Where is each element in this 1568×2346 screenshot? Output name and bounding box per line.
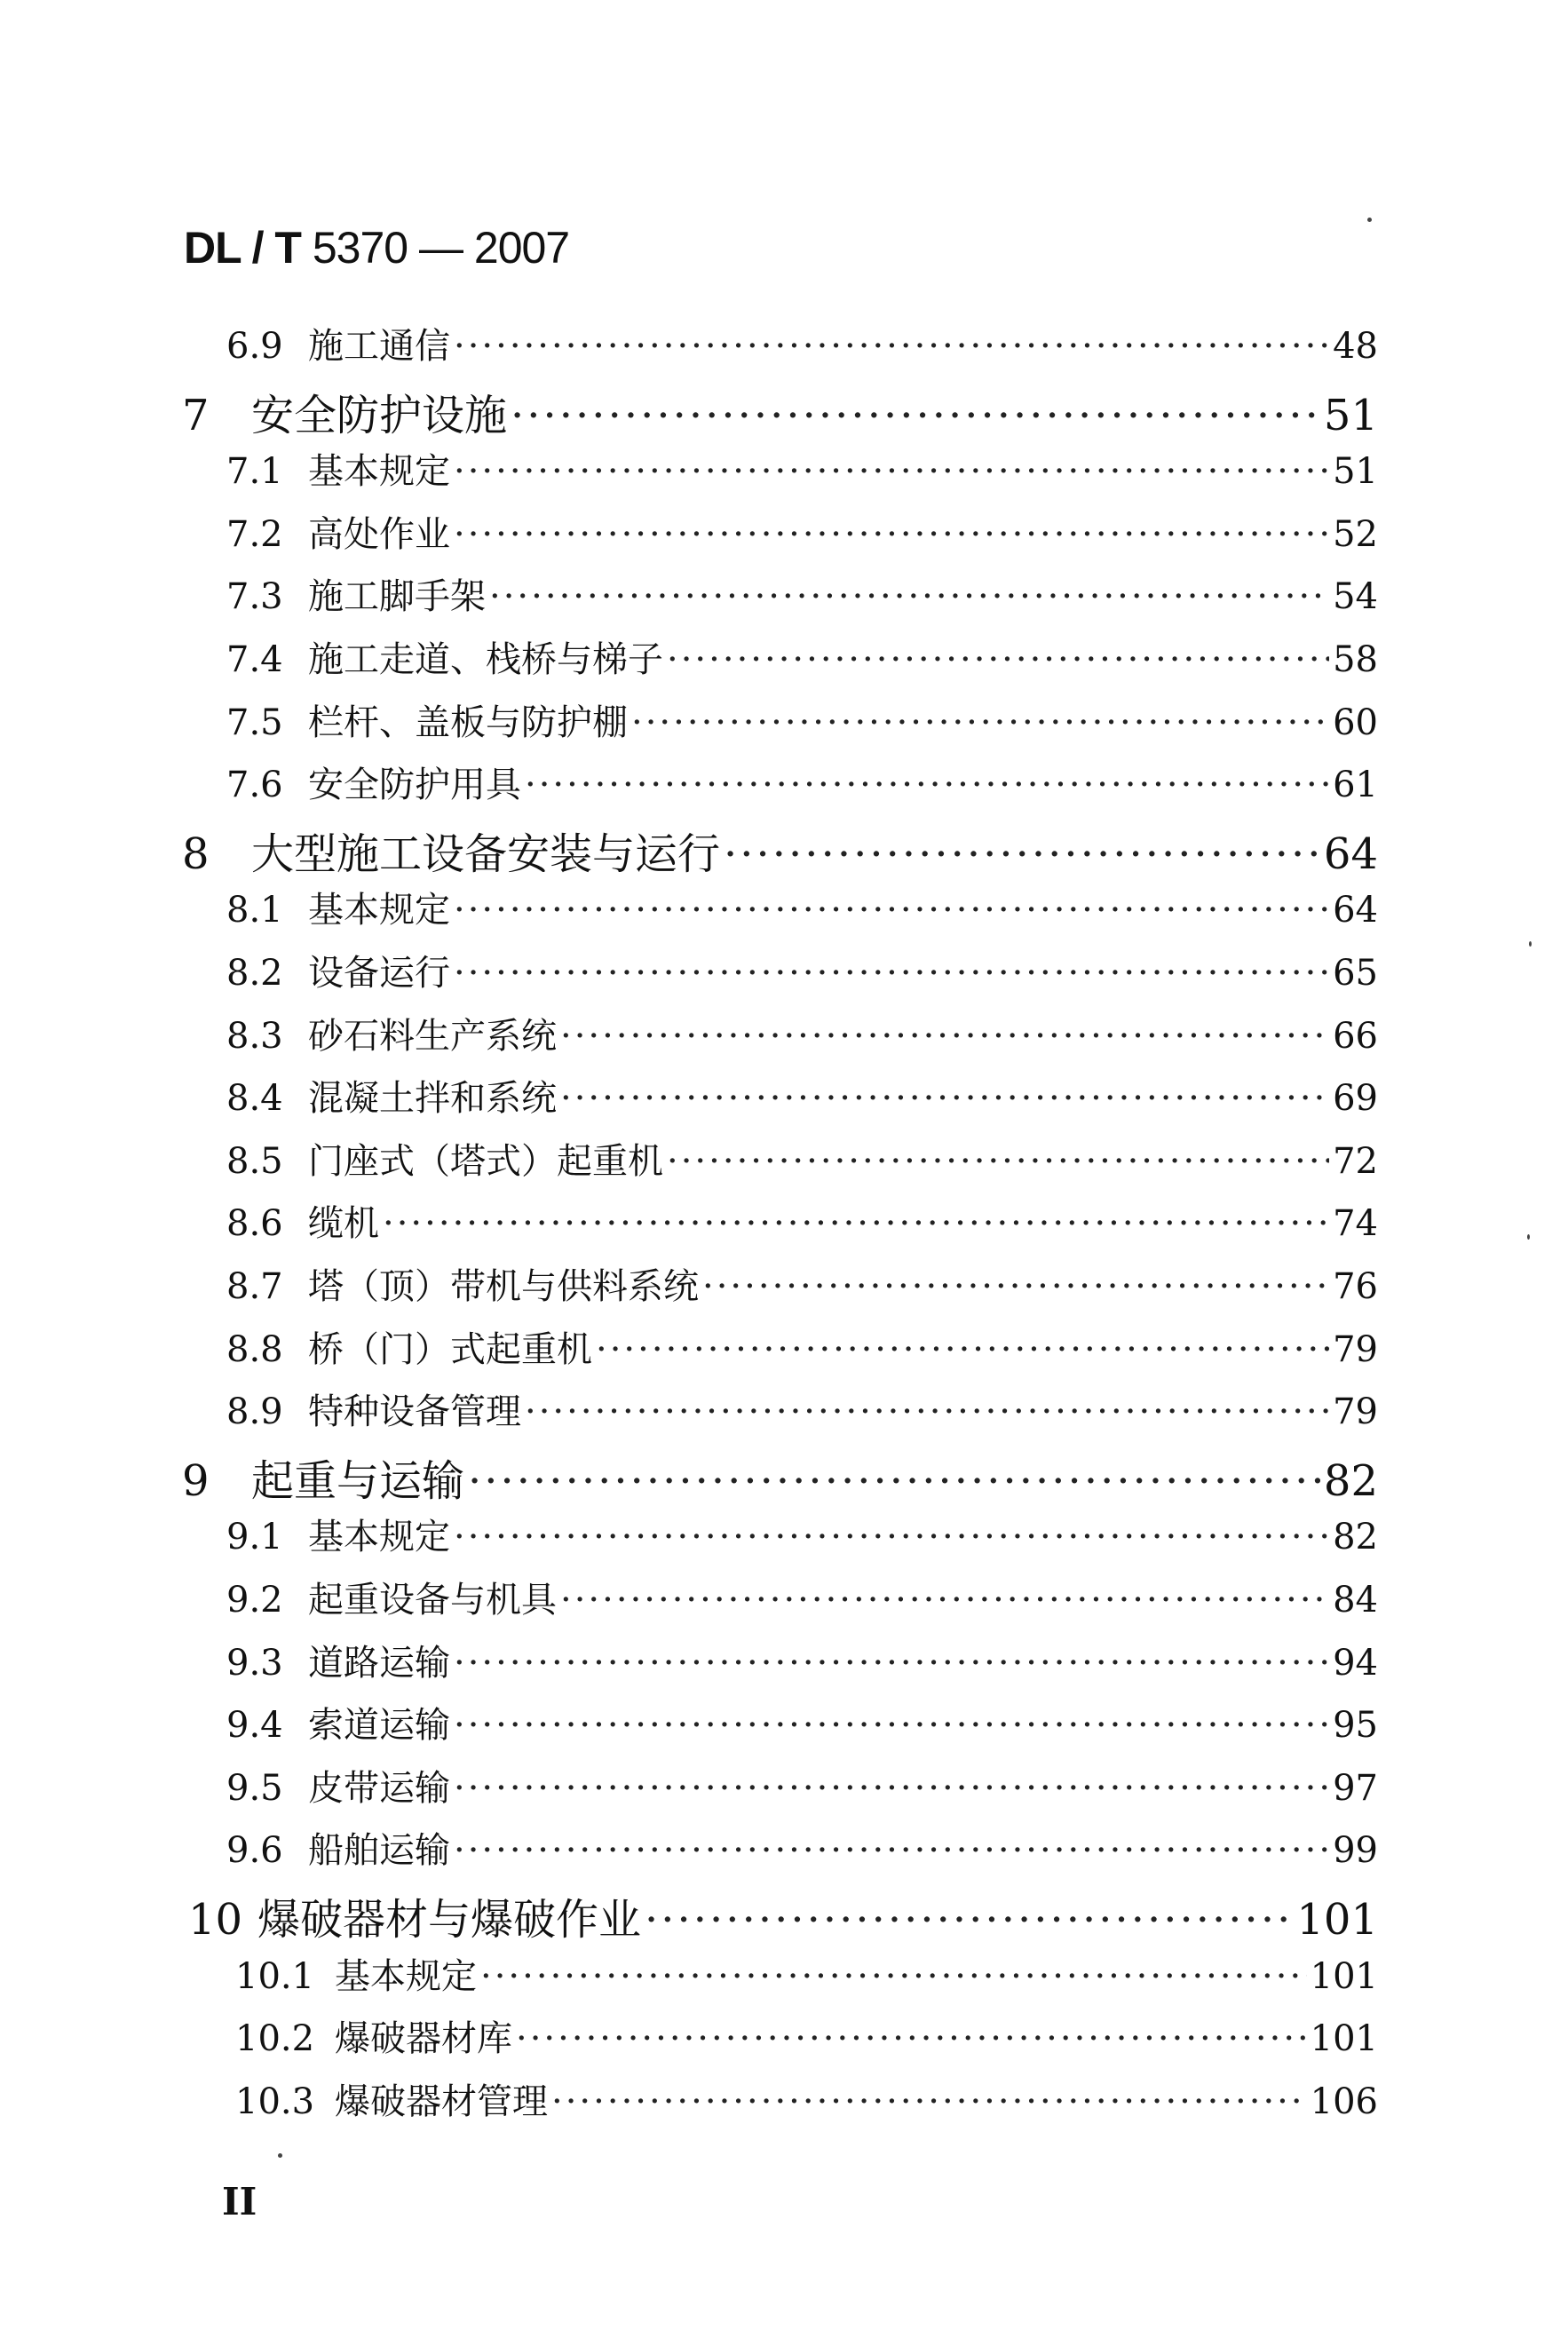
toc-dot-leader	[596, 1329, 1329, 1370]
toc-entry	[226, 318, 1378, 371]
toc-entry-page: 54	[1333, 576, 1378, 617]
toc-entry-page: 69	[1333, 1078, 1378, 1119]
toc-entry-title: 道路运输	[308, 1643, 450, 1684]
toc-entry-title: 塔（顶）带机与供料系统	[308, 1266, 699, 1307]
scan-speck	[278, 2153, 282, 2158]
toc-entry-number: 10.2	[235, 2018, 315, 2059]
toc-entry-title: 爆破器材库	[335, 2018, 512, 2059]
scan-speck	[1367, 218, 1372, 222]
toc-entry	[226, 694, 1378, 748]
toc-entry-title: 砂石料生产系统	[308, 1016, 557, 1057]
toc-entry-page: 72	[1333, 1141, 1378, 1182]
toc-dot-leader	[454, 890, 1329, 931]
toc-dot-leader	[454, 451, 1329, 492]
toc-entry-page: 97	[1333, 1768, 1378, 1809]
toc-entry-page: 51	[1333, 451, 1378, 492]
toc-entry-page: 60	[1333, 702, 1378, 743]
toc-entry-number: 7.2	[226, 514, 283, 555]
toc-entry	[226, 1509, 1378, 1562]
toc-entry-page: 79	[1333, 1391, 1378, 1432]
toc-entry-page: 74	[1333, 1203, 1378, 1244]
standard-number: 5370 — 2007	[312, 223, 570, 273]
toc-entry	[235, 1948, 1378, 2001]
toc-entry-title: 高处作业	[308, 514, 450, 555]
toc-entry	[182, 381, 1378, 440]
scan-speck	[1529, 941, 1532, 947]
toc-entry	[226, 1321, 1378, 1375]
toc-entry-page: 95	[1333, 1705, 1378, 1746]
toc-dot-leader	[525, 1391, 1329, 1432]
toc-entry	[235, 2010, 1378, 2064]
toc-entry-number: 8.2	[226, 953, 283, 994]
toc-dot-leader	[631, 702, 1329, 743]
toc-entry	[226, 568, 1378, 622]
toc-entry-title: 施工走道、栈桥与梯子	[308, 639, 663, 680]
toc-entry	[226, 1133, 1378, 1186]
toc-entry	[226, 1383, 1378, 1437]
toc-entry-title: 索道运输	[308, 1705, 450, 1746]
toc-entry-number: 8.8	[226, 1329, 283, 1370]
toc-entry-page: 65	[1333, 953, 1378, 994]
toc-entry-page: 76	[1333, 1266, 1378, 1307]
toc-entry-number: 8.1	[226, 890, 283, 931]
toc-entry-title: 安全防护用具	[308, 765, 521, 805]
toc-dot-leader	[645, 1895, 1293, 1945]
toc-entry-title: 爆破器材与爆破作业	[257, 1895, 642, 1945]
toc-entry	[226, 1635, 1378, 1688]
toc-entry-number: 9.4	[226, 1705, 283, 1746]
toc-entry	[226, 1258, 1378, 1312]
toc-entry-title: 基本规定	[335, 1956, 477, 1997]
toc-entry-number: 8.9	[226, 1391, 283, 1432]
toc-entry	[188, 1885, 1378, 1945]
toc-entry-title: 门座式（塔式）起重机	[308, 1141, 663, 1182]
toc-entry	[182, 820, 1378, 879]
toc-entry-number: 8.7	[226, 1266, 283, 1307]
toc-entry-number: 8	[182, 829, 210, 879]
toc-entry-number: 7.6	[226, 765, 283, 805]
toc-dot-leader	[516, 2018, 1307, 2059]
toc-dot-leader	[667, 639, 1329, 680]
toc-entry-number: 10	[188, 1895, 243, 1945]
toc-entry-page: 84	[1333, 1580, 1378, 1621]
toc-dot-leader	[702, 1266, 1329, 1307]
toc-entry	[226, 1195, 1378, 1248]
toc-entry-page: 61	[1333, 765, 1378, 805]
toc-dot-leader	[468, 1456, 1320, 1506]
toc-entry-number: 7.1	[226, 451, 283, 492]
toc-entry-title: 大型施工设备安装与运行	[251, 829, 721, 879]
toc-entry-page: 101	[1310, 1956, 1378, 1997]
toc-entry-page: 101	[1310, 2018, 1378, 2059]
toc-entry-title: 爆破器材管理	[335, 2081, 548, 2122]
toc-dot-leader	[454, 1705, 1329, 1746]
toc-dot-leader	[383, 1203, 1329, 1244]
toc-dot-leader	[560, 1016, 1329, 1057]
toc-entry-title: 设备运行	[308, 953, 450, 994]
toc-entry-page: 82	[1323, 1456, 1378, 1506]
toc-entry-number: 8.4	[226, 1078, 283, 1119]
toc-entry-title: 起重与运输	[251, 1456, 465, 1506]
toc-entry	[226, 945, 1378, 998]
toc-entry-page: 51	[1323, 391, 1378, 440]
toc-entry-number: 8.6	[226, 1203, 283, 1244]
toc-entry-page: 58	[1333, 639, 1378, 680]
toc-entry	[226, 882, 1378, 935]
toc-dot-leader	[511, 391, 1320, 440]
toc-entry-number: 7	[182, 391, 210, 440]
toc-entry-title: 栏杆、盖板与防护棚	[308, 702, 628, 743]
toc-entry-title: 起重设备与机具	[308, 1580, 557, 1621]
toc-entry	[226, 443, 1378, 496]
toc-dot-leader	[525, 765, 1329, 805]
toc-entry-number: 9.1	[226, 1517, 283, 1557]
toc-entry-number: 9	[182, 1456, 210, 1506]
toc-entry	[226, 1760, 1378, 1813]
toc-entry	[226, 506, 1378, 559]
toc-dot-leader	[454, 953, 1329, 994]
toc-entry-number: 7.4	[226, 639, 283, 680]
toc-dot-leader	[667, 1141, 1329, 1182]
toc-entry	[226, 757, 1378, 810]
page-number: II	[222, 2180, 257, 2223]
toc-entry-number: 9.3	[226, 1643, 283, 1684]
toc-entry	[226, 1822, 1378, 1875]
toc-entry-page: 64	[1333, 890, 1378, 931]
toc-entry-page: 52	[1333, 514, 1378, 555]
toc-entry-title: 基本规定	[308, 1517, 450, 1557]
toc-entry-number: 9.2	[226, 1580, 283, 1621]
toc-entry-title: 安全防护设施	[251, 391, 508, 440]
toc-entry	[226, 1572, 1378, 1625]
toc-entry-number: 10.3	[235, 2081, 315, 2122]
toc-entry-page: 82	[1333, 1517, 1378, 1557]
toc-dot-leader	[454, 1517, 1329, 1557]
toc-entry-page: 94	[1333, 1643, 1378, 1684]
toc-dot-leader	[454, 1768, 1329, 1809]
toc-entry	[226, 1070, 1378, 1123]
scan-speck	[1527, 1234, 1530, 1240]
toc-entry	[226, 1697, 1378, 1750]
toc-entry-title: 特种设备管理	[308, 1391, 521, 1432]
toc-dot-leader	[551, 2081, 1307, 2122]
toc-entry-title: 施工脚手架	[308, 576, 486, 617]
toc-entry-number: 10.1	[235, 1956, 315, 1997]
toc-entry-title: 桥（门）式起重机	[308, 1329, 592, 1370]
toc-entry-number: 6.9	[226, 326, 283, 367]
toc-entry	[182, 1446, 1378, 1506]
toc-entry-number: 9.5	[226, 1768, 283, 1809]
toc-dot-leader	[560, 1580, 1329, 1621]
toc-entry	[226, 631, 1378, 685]
standard-code: DL / T	[184, 223, 301, 273]
toc-entry-number: 9.6	[226, 1830, 283, 1871]
toc-entry-title: 基本规定	[308, 890, 450, 931]
toc-entry-title: 基本规定	[308, 451, 450, 492]
toc-entry-page: 64	[1323, 829, 1378, 879]
toc-entry	[226, 1008, 1378, 1061]
toc-dot-leader	[454, 1830, 1329, 1871]
toc-entry-title: 施工通信	[308, 326, 450, 367]
toc-entry-number: 8.5	[226, 1141, 283, 1182]
toc-dot-leader	[454, 326, 1329, 367]
toc-entry-number: 8.3	[226, 1016, 283, 1057]
toc-entry-title: 混凝土拌和系统	[308, 1078, 557, 1119]
toc-entry	[235, 2073, 1378, 2127]
toc-entry-title: 缆机	[308, 1203, 379, 1244]
toc-dot-leader	[480, 1956, 1307, 1997]
toc-entry-page: 79	[1333, 1329, 1378, 1370]
toc-entry-title: 船舶运输	[308, 1830, 450, 1871]
toc-entry-page: 106	[1310, 2081, 1378, 2122]
toc-entry-page: 99	[1333, 1830, 1378, 1871]
toc-entry-page: 48	[1333, 326, 1378, 367]
toc-entry-number: 7.5	[226, 702, 283, 743]
toc-entry-title: 皮带运输	[308, 1768, 450, 1809]
toc-entry-page: 66	[1333, 1016, 1378, 1057]
toc-dot-leader	[454, 514, 1329, 555]
toc-entry-page: 101	[1296, 1895, 1378, 1945]
toc-entry-number: 7.3	[226, 576, 283, 617]
toc-dot-leader	[560, 1078, 1329, 1119]
toc-dot-leader	[489, 576, 1329, 617]
toc-dot-leader	[724, 829, 1320, 879]
toc-dot-leader	[454, 1643, 1329, 1684]
